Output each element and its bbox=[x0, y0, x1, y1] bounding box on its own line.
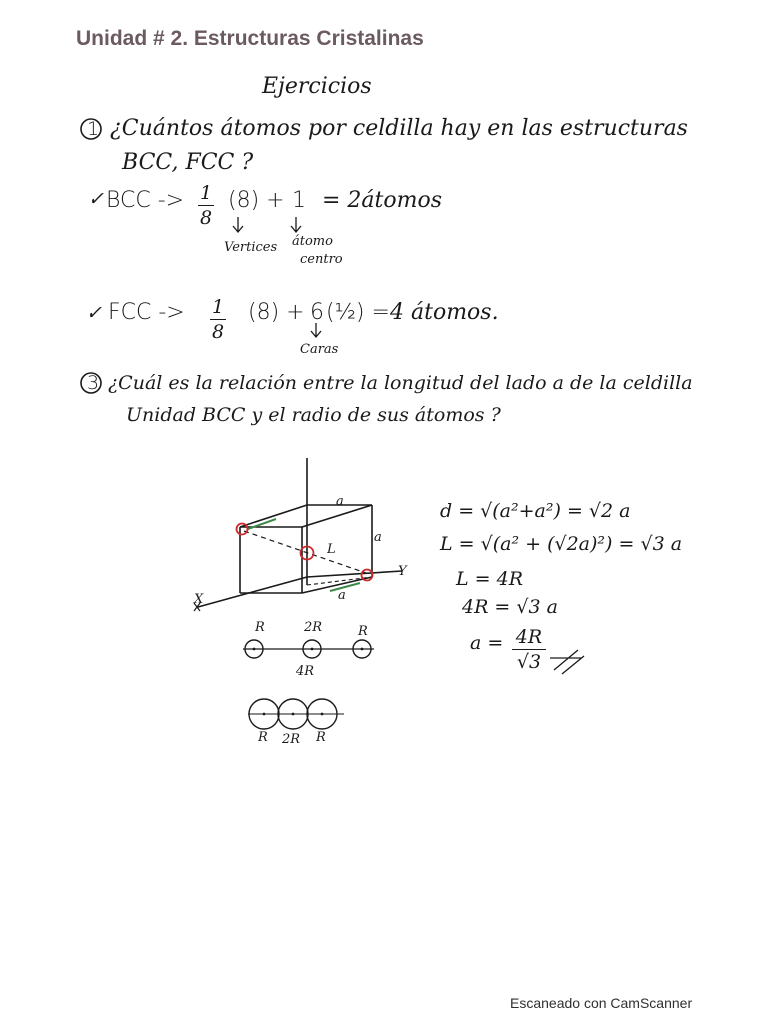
equation-body-diagonal: L = √(a² + (√2a)²) = √3 a bbox=[440, 533, 683, 555]
row2-diameter-middle: 2R bbox=[282, 732, 301, 747]
camscanner-watermark: Escaneado con CamScanner bbox=[510, 995, 693, 1011]
fcc-multiplier: (8) + bbox=[248, 300, 305, 325]
cube-edge-a-top: a bbox=[336, 494, 344, 509]
equation-a-denominator: √3 bbox=[516, 651, 542, 673]
fcc-label: FCC -> bbox=[108, 300, 185, 325]
fcc-face-count: 6 bbox=[310, 300, 324, 325]
question-3-number: 3 bbox=[87, 372, 100, 394]
final-answer-mark bbox=[548, 648, 588, 678]
bcc-note-center-2: centro bbox=[300, 252, 343, 267]
fcc-half: (½) = bbox=[326, 300, 390, 325]
cube-y-axis-label: Y bbox=[398, 564, 407, 579]
bcc-multiplier: (8) + bbox=[228, 188, 285, 213]
row1-total-4r: 4R bbox=[296, 664, 315, 679]
bcc-center-atom-count: 1 bbox=[292, 188, 306, 213]
fcc-check: ✓ bbox=[86, 302, 102, 324]
question-1-line-2: BCC, FCC ? bbox=[122, 150, 254, 175]
bcc-result: = 2átomos bbox=[322, 188, 443, 213]
bcc-fraction-denominator: 8 bbox=[199, 207, 213, 229]
bcc-fraction bbox=[198, 182, 214, 229]
row1-radius-left: R bbox=[255, 620, 265, 635]
bcc-label: BCC -> bbox=[106, 188, 185, 213]
equation-a-fraction bbox=[512, 626, 546, 673]
fcc-result: 4 átomos. bbox=[390, 300, 499, 325]
fcc-fraction-numerator: 1 bbox=[211, 296, 225, 318]
fcc-fraction bbox=[210, 296, 226, 343]
cube-edge-a-right: a bbox=[374, 530, 382, 545]
page-title: Unidad # 2. Estructuras Cristalinas bbox=[76, 27, 424, 50]
equation-a-equals-lhs: a = bbox=[470, 632, 504, 654]
bcc-note-vertices: Vertices bbox=[224, 240, 278, 255]
cube-edge-a-bottom: a bbox=[338, 588, 346, 603]
row2-radius-right: R bbox=[316, 730, 326, 745]
row1-radius-right: R bbox=[358, 624, 368, 639]
cube-x-axis-label: X bbox=[194, 592, 204, 607]
bcc-note-center-1: átomo bbox=[292, 234, 333, 249]
question-1-line-1: ¿Cuántos átomos por celdilla hay en las estructuras bbox=[110, 116, 688, 141]
question-3-line-2: Unidad BCC y el radio de sus átomos ? bbox=[126, 404, 501, 426]
question-3-line-1: ¿Cuál es la relación entre la longitud del lado a de la celdilla bbox=[108, 372, 693, 394]
equation-a-numerator: 4R bbox=[515, 626, 543, 648]
row2-radius-left: R bbox=[258, 730, 268, 745]
row1-diameter-middle: 2R bbox=[304, 620, 323, 635]
fcc-arrow bbox=[308, 322, 328, 342]
equation-l-equals-4r: L = 4R bbox=[456, 568, 524, 590]
equation-face-diagonal: d = √(a²+a²) = √2 a bbox=[440, 500, 631, 522]
bcc-fraction-numerator: 1 bbox=[199, 182, 213, 204]
cube-diagonal-label: L bbox=[327, 542, 336, 557]
exercises-heading: Ejercicios bbox=[262, 74, 372, 99]
fcc-fraction-denominator: 8 bbox=[211, 321, 225, 343]
fcc-note-faces: Caras bbox=[300, 342, 339, 357]
question-1-number: 1 bbox=[87, 118, 100, 140]
equation-4r-equals-root3-a: 4R = √3 a bbox=[462, 596, 558, 618]
bcc-check: ✓ bbox=[88, 188, 104, 210]
